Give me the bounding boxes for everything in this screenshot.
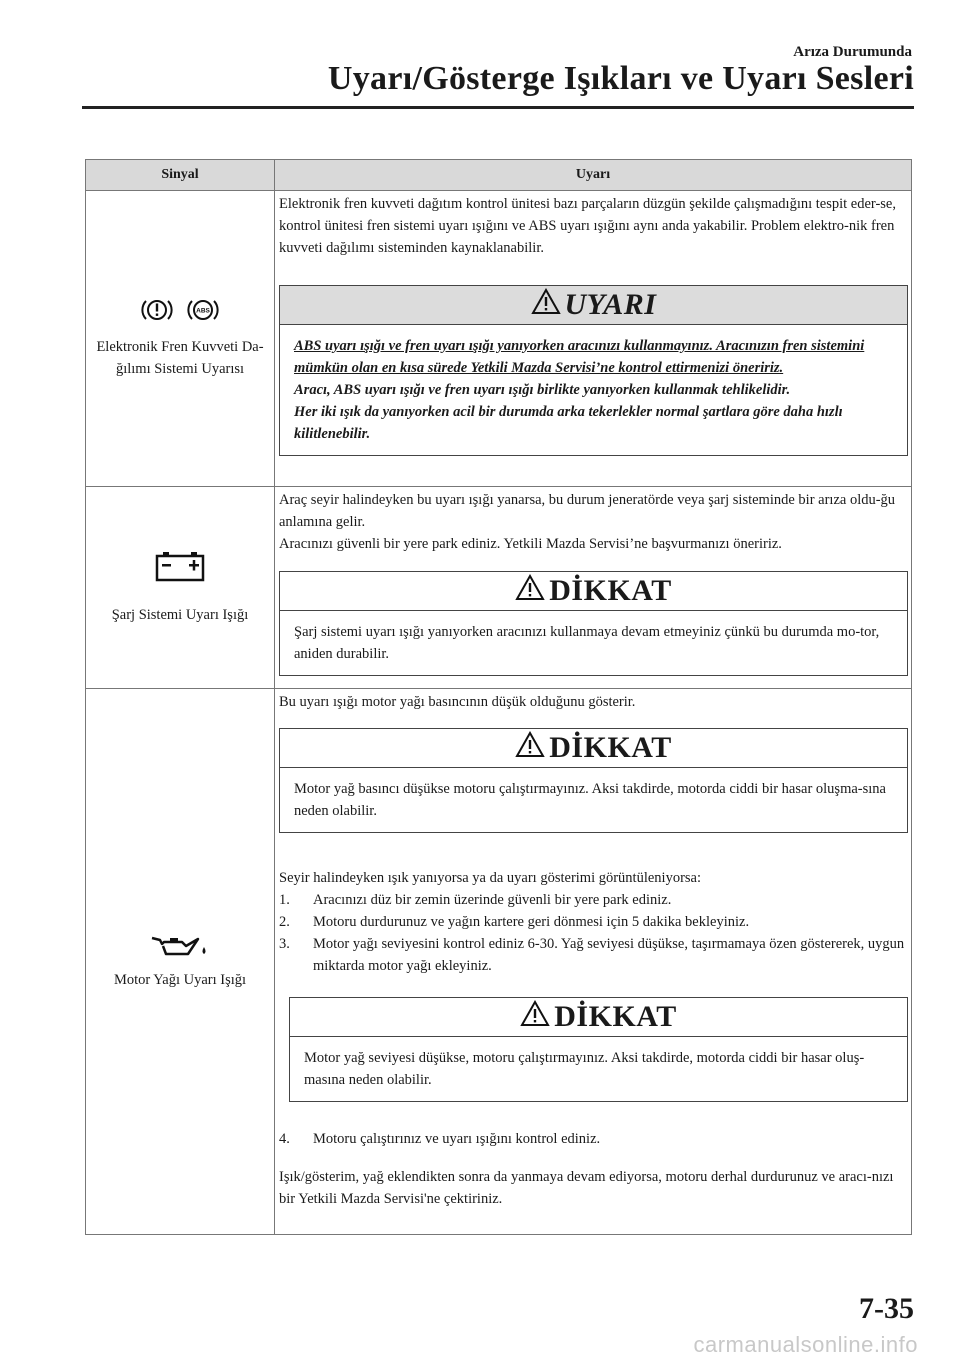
warning-lights-table (85, 159, 912, 1235)
caution-box-header (290, 998, 907, 1037)
warning-line: Aracı, ABS uyarı ışığı ve fren uyarı ışığı birlikte yanıyorken kullanmak tehlikelidir. (294, 382, 791, 398)
caution-box (279, 571, 908, 676)
title-rule (82, 106, 914, 109)
description-text: Aracınızı güvenli bir yere park ediniz. Yetkili Mazda Servisi’ne başvurmanızı öneririz. (279, 536, 782, 552)
warning-cell (275, 487, 912, 689)
list-item: 2. Motoru durdurunuz ve yağın kartere geri dönmesi için 5 dakika bekleyiniz. (279, 914, 750, 930)
page-number: 7-35 (859, 1292, 914, 1325)
signal-label: Motor Yağı Uyarı Işığı (113, 972, 247, 988)
caution-box-header (280, 729, 907, 768)
list-item: 1. Aracınızı düz bir zemin üzerinde güvenli bir yere park ediniz. (279, 892, 672, 908)
description-text: Bu uyarı ışığı motor yağı basıncının düşük olduğunu gösterir. (279, 694, 636, 710)
warning-box-header (280, 286, 907, 325)
caution-text: Şarj sistemi uyarı ışığı yanıyorken aracınızı kullanmaya devam etmeyiniz çünkü bu durumda mo-tor, aniden durabilir. (294, 624, 880, 662)
caution-text: Motor yağ seviyesi düşükse, motoru çalıştırmayınız. Aksi takdirde, motorda ciddi bir hasar oluş-masına neden olabilir. (304, 1050, 865, 1088)
svg-text:ABS: ABS (196, 307, 210, 315)
caution-box (289, 997, 908, 1102)
caution-box-title: DİKKAT (554, 1000, 677, 1033)
description-text: Elektronik fren kuvveti dağıtım kontrol ünitesi bazı parçaların düzgün şekilde çalışmadığını tespit eder-se, kontrol ünitesi fren sistemi uyarı ışığını ve ABS uyarı ışığını aynı anda yakabilir. Problem elektro-nik fren kuvveti dağılımı sisteminden kaynaklanabilir. (279, 196, 896, 256)
signal-label: Elektronik Fren Kuvveti Da-ğılımı Sistemi Uyarısı (96, 339, 264, 377)
signal-label: Şarj Sistemi Uyarı Işığı (111, 607, 249, 623)
warning-triangle-icon (515, 574, 545, 608)
warning-line: Her iki ışık da yanıyorken acil bir durumda arka tekerlekler normal şartlara göre daha hızlı kilitlenebilir. (294, 404, 843, 442)
table-row (86, 487, 912, 689)
caution-box (279, 728, 908, 833)
warning-triangle-icon (531, 288, 561, 322)
warning-box-body (280, 325, 907, 455)
table-row (86, 689, 912, 1235)
watermark: carmanualsonline.info (693, 1332, 918, 1357)
list-item: 3. Motor yağı seviyesini kontrol ediniz 6-30. Yağ seviyesi düşükse, taşırmamaya özen göstererek, uygun miktarda motor yağı ekleyiniz. (279, 936, 905, 974)
table-header-row (86, 160, 912, 191)
caution-box-body (280, 768, 907, 832)
battery-icon (154, 549, 206, 590)
steps-list (279, 1128, 908, 1150)
steps-list (279, 889, 908, 977)
description-text: Işık/gösterim, yağ eklendikten sonra da yanmaya devam ediyorsa, motoru derhal durdurunuz ve aracı-nızı bir Yetkili Mazda Servisi'ne çektiriniz. (279, 1169, 894, 1207)
abs-warning-icon (187, 297, 219, 330)
signal-cell (86, 487, 275, 689)
caution-box-title: DİKKAT (549, 574, 672, 607)
warning-triangle-icon (515, 731, 545, 765)
caution-text: Motor yağ basıncı düşükse motoru çalıştırmayınız. Aksi takdirde, motorda ciddi bir hasar oluşma-sına neden olabilir. (294, 781, 886, 819)
caution-box-title: DİKKAT (549, 731, 672, 764)
warning-triangle-icon (520, 1000, 550, 1034)
caution-box-body (290, 1037, 907, 1101)
oil-can-icon (148, 932, 212, 965)
warning-line: ABS uyarı ışığı ve fren uyarı ışığı yanıyorken aracınızı kullanmayınız. Aracınızın fren sistemini mümkün olan en kısa sürede Yetkili Mazda Servisi’ne kontrol ettirmenizi öneririz. (294, 338, 865, 376)
list-item: 4. Motoru çalıştırınız ve uyarı ışığını kontrol ediniz. (279, 1131, 601, 1147)
signal-cell (86, 689, 275, 1235)
page-title: Uyarı/Gösterge Işıkları ve Uyarı Sesleri (327, 60, 914, 97)
warning-cell (275, 689, 912, 1235)
table-row (86, 191, 912, 487)
description-text: Seyir halindeyken ışık yanıyorsa ya da uyarı gösterimi görüntüleniyorsa: (279, 870, 702, 886)
description-text: Araç seyir halindeyken bu uyarı ışığı yanarsa, bu durum jeneratörde veya şarj sisteminde bir arıza oldu-ğu anlamına gelir. (279, 492, 896, 530)
warning-box-title: UYARI (564, 288, 657, 321)
caution-box-body (280, 611, 907, 675)
signal-cell (86, 191, 275, 487)
section-label: Arıza Durumunda (793, 44, 912, 60)
column-header-warning: Uyarı (275, 160, 912, 191)
warning-cell (275, 191, 912, 487)
caution-box-header (280, 572, 907, 611)
column-header-signal: Sinyal (86, 160, 275, 191)
brake-warning-icon (141, 297, 173, 330)
warning-box (279, 285, 908, 456)
